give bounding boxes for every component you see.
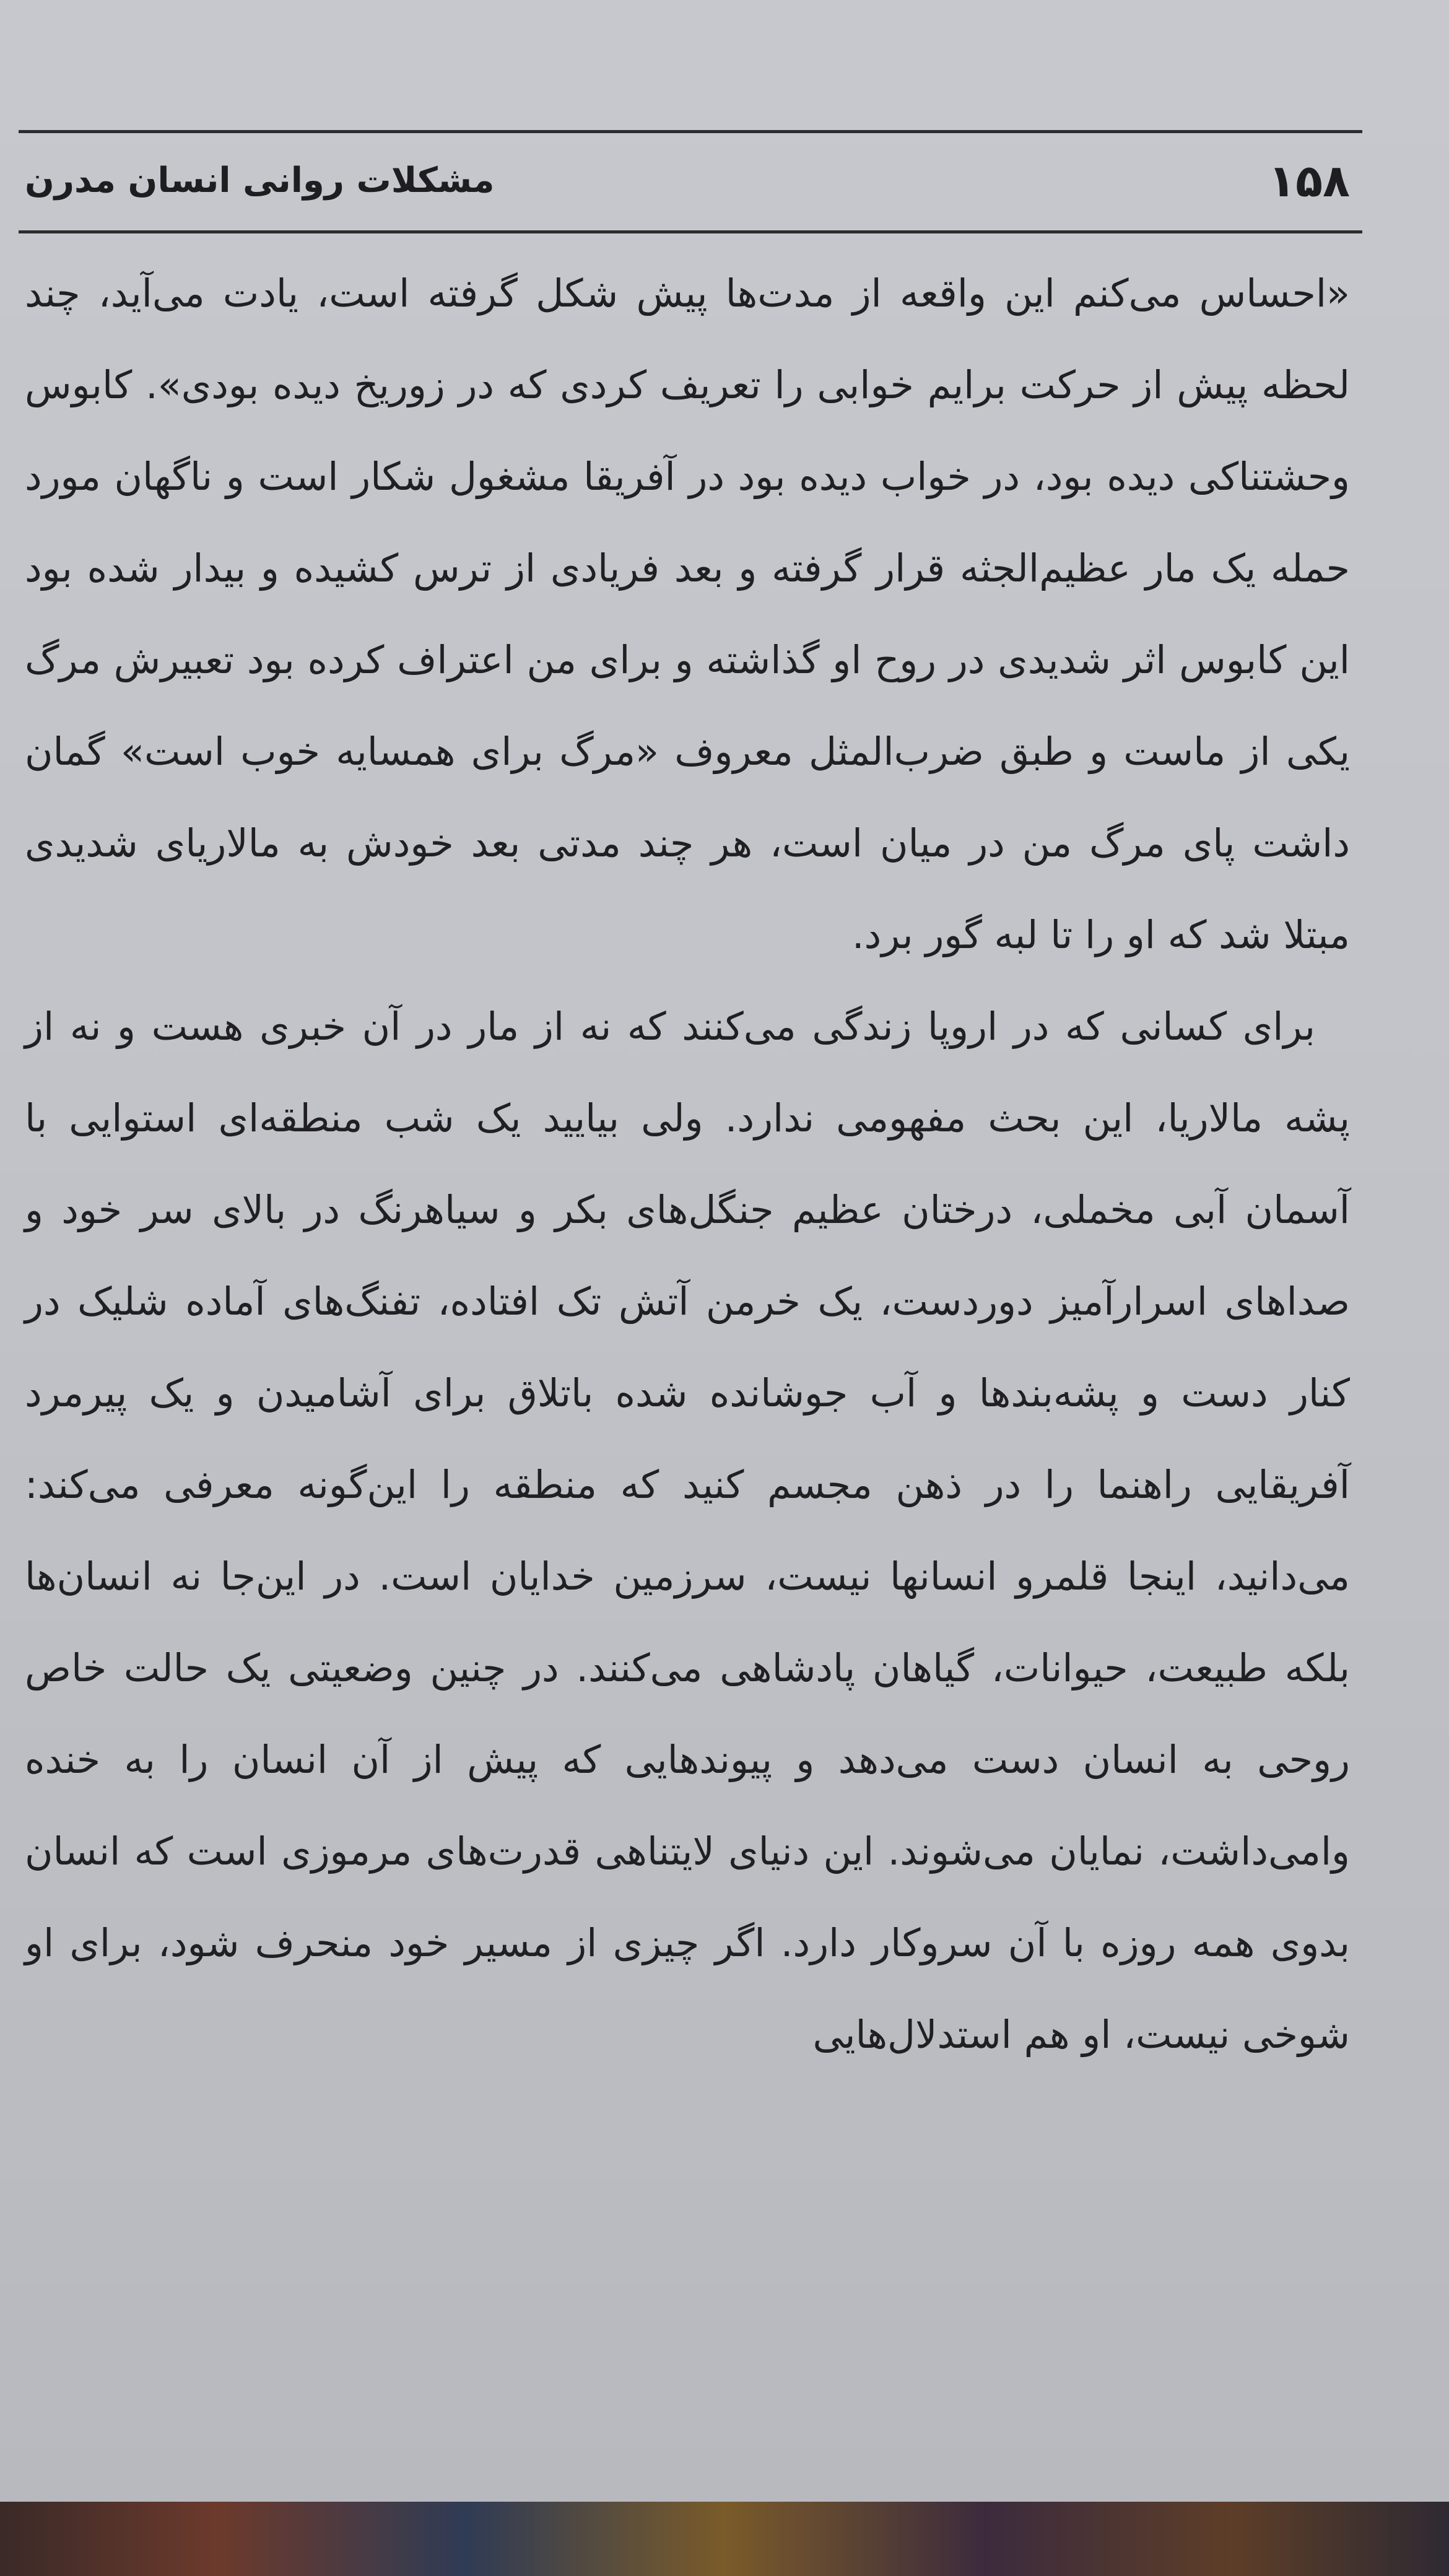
paragraph: «احساس می‌کنم این واقعه از مدت‌ها پیش شکل گرفته است، یادت می‌آید، چند لحظه پیش از حرکت برایم خوابی را تعریف کردی که در زوریخ دیده بودی». کابوس وحشتناکی دیده بود، در خواب دیده بود در آفریقا مشغول شکار است و ناگهان مورد حمله یک مار عظیم‌الجثه قرار گرفته و بعد فریادی از ترس کشیده و بیدار شده بود این کابوس اثر شدیدی در روح او گذاشته و برای من اعتراف کرده بود تعبیرش مرگ یکی از ماست و طبق ضرب‌المثل معروف «مرگ برای همسایه خوب است» گمان داشت پای مرگ من در میان است، هر چند مدتی بعد خودش به مالاریای شدیدی مبتلا شد که او را تا لبه گور برد. (25, 271, 1350, 957)
header-rule-bottom (19, 230, 1362, 233)
running-head (25, 144, 1350, 218)
tablecloth-background (0, 2502, 1449, 2576)
page-number: ۱۵۸ (1268, 155, 1350, 207)
book-title: مشکلات روانی انسان مدرن (25, 160, 495, 201)
paragraph: برای کسانی که در اروپا زندگی می‌کنند که نه از مار در آن خبری هست و نه از پشه مالاریا، این بحث مفهومی ندارد. ولی بیایید یک شب منطقه‌ای استوایی با آسمان آبی مخملی، درختان عظیم جنگل‌های بکر و سیاهرنگ در بالای سر خود و صداهای اسرارآمیز دوردست، یک خرمن آتش تک افتاده، تفنگ‌های آماده شلیک در کنار دست و پشه‌بندها و آب جوشانده شده باتلاق برای آشامیدن و یک پیرمرد آفریقایی راهنما را در ذهن مجسم کنید که منطقه را این‌گونه معرفی می‌کند: می‌دانید، اینجا قلمرو انسانها نیست، سرزمین خدایان است. در این‌جا نه انسان‌ها بلکه طبیعت، حیوانات، گیاهان پادشاهی می‌کنند. در چنین وضعیتی یک حالت خاص روحی به انسان دست می‌دهد و پیوندهایی که پیش از آن انسان را به خنده وامی‌داشت، نمایان می‌شوند. این دنیای لایتناهی قدرت‌های مرموزی است که انسان بدوی همه روزه با آن سروکار دارد. اگر چیزی از مسیر خود منحرف شود، برای او شوخی نیست، او هم استدلال‌هایی (25, 1004, 1350, 2057)
body-text (25, 248, 1350, 2081)
header-rule-top (19, 130, 1362, 133)
